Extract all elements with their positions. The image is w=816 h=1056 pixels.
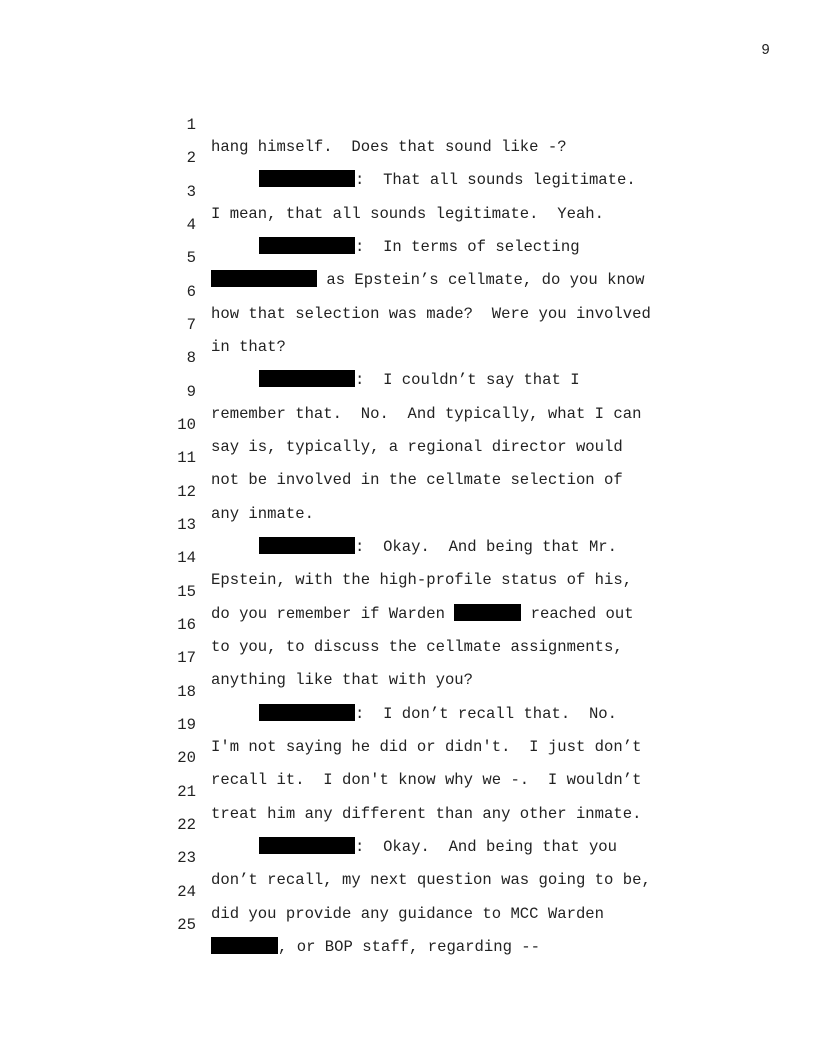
line-text: to you, to discuss the cellmate assignments, <box>211 637 623 656</box>
line-text: remember that. No. And typically, what I can <box>211 404 642 423</box>
transcript-line <box>0 559 816 623</box>
line-text: as Epstein’s cellmate, do you know <box>317 271 645 290</box>
transcript-line <box>0 625 816 690</box>
line-text: not be involved in the cellmate selection of <box>211 471 623 490</box>
line-text: : In terms of selecting <box>355 237 580 256</box>
transcript-line <box>0 459 816 523</box>
line-text: in that? <box>211 337 286 356</box>
transcript-line <box>0 759 816 823</box>
page-number: 9 <box>761 43 770 59</box>
redaction-block <box>211 937 278 954</box>
transcript-line <box>0 125 816 190</box>
transcript-line <box>0 725 816 790</box>
transcript-line <box>0 659 816 723</box>
line-number: 14 <box>177 549 196 568</box>
transcript-body <box>0 92 816 956</box>
line-text: : I don’t recall that. No. <box>355 704 618 723</box>
line-text: Epstein, with the high-profile status of his, <box>211 571 633 590</box>
line-text: : Okay. And being that you <box>355 837 618 856</box>
transcript-line <box>0 859 816 923</box>
transcript-line <box>0 592 816 656</box>
transcript-line <box>0 425 816 490</box>
line-number: 18 <box>177 682 196 701</box>
transcript-line <box>0 359 816 423</box>
line-number: 22 <box>177 815 196 834</box>
transcript-line <box>0 192 816 256</box>
line-number: 13 <box>177 515 196 534</box>
line-text: don’t recall, my next question was going to be, <box>211 871 651 890</box>
line-number: 25 <box>177 915 196 934</box>
line-number: 24 <box>177 882 196 901</box>
line-number: 15 <box>177 582 196 601</box>
line-number: 17 <box>177 649 196 668</box>
transcript-line <box>0 825 816 890</box>
line-text: , or BOP staff, regarding -- <box>278 937 541 956</box>
transcript-line <box>0 259 816 323</box>
line-number: 3 <box>186 182 196 201</box>
line-text: treat him any different than any other inmate. <box>211 804 642 823</box>
line-number: 7 <box>186 315 196 334</box>
line-text: how that selection was made? Were you involved <box>211 304 651 323</box>
transcript-line <box>0 159 816 223</box>
line-number: 20 <box>177 749 196 768</box>
line-text: I mean, that all sounds legitimate. Yeah. <box>211 204 605 223</box>
line-number: 6 <box>186 282 196 301</box>
transcript-line <box>0 325 816 390</box>
line-number: 5 <box>186 249 196 268</box>
line-number: 16 <box>177 615 196 634</box>
line-text: I'm not saying he did or didn't. I just don’t <box>211 737 642 756</box>
transcript-line <box>0 792 816 856</box>
transcript-line <box>0 225 816 290</box>
line-text: say is, typically, a regional director would <box>211 437 623 456</box>
line-number: 11 <box>177 449 196 468</box>
line-number: 4 <box>186 215 196 234</box>
transcript-line <box>0 92 816 156</box>
line-text: any inmate. <box>211 504 314 523</box>
line-text: do you remember if Warden <box>211 604 455 623</box>
line-number: 21 <box>177 782 196 801</box>
line-text: did you provide any guidance to MCC Warden <box>211 904 605 923</box>
line-text: anything like that with you? <box>211 671 474 690</box>
line-number: 2 <box>186 149 196 168</box>
transcript-line <box>0 292 816 356</box>
line-text: recall it. I don't know why we -. I wouldn’t <box>211 771 642 790</box>
line-text: : I couldn’t say that I <box>355 371 580 390</box>
line-number: 12 <box>177 482 196 501</box>
line-number: 1 <box>186 116 196 134</box>
line-text: hang himself. Does that sound like -? <box>211 138 567 156</box>
transcript-line <box>0 692 816 756</box>
transcript-line <box>0 525 816 590</box>
line-text: : Okay. And being that Mr. <box>355 537 618 556</box>
transcript-line <box>0 392 816 456</box>
transcript-line <box>0 492 816 556</box>
line-number: 10 <box>177 415 196 434</box>
line-text: : That all sounds legitimate. <box>355 171 636 190</box>
line-number: 9 <box>186 382 196 401</box>
line-text: reached out <box>521 604 634 623</box>
line-number: 23 <box>177 849 196 868</box>
line-number: 19 <box>177 715 196 734</box>
line-number: 8 <box>186 349 196 368</box>
transcript-line <box>0 892 816 956</box>
